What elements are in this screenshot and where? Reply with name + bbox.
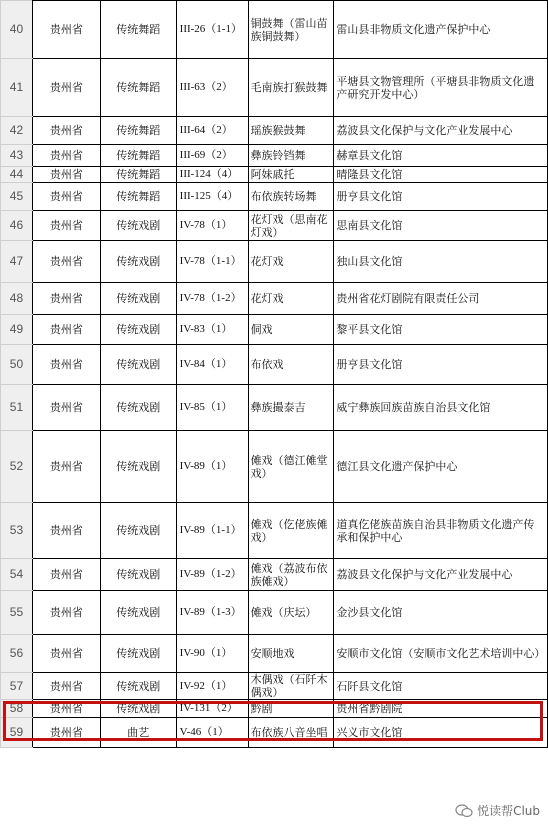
unit-cell: 思南县文化馆 <box>334 211 548 241</box>
unit-cell: 兴义市文化馆 <box>334 718 548 748</box>
table-row <box>1 183 548 211</box>
unit-cell: 荔波县文化保护与文化产业发展中心 <box>334 117 548 145</box>
table-row <box>1 283 548 315</box>
category-cell: 传统戏剧 <box>100 591 176 635</box>
table-row <box>1 559 548 591</box>
province-cell: 贵州省 <box>32 591 100 635</box>
code-cell: III-63（2） <box>176 59 248 117</box>
watermark <box>455 802 540 819</box>
code-cell: III-125（4） <box>176 183 248 211</box>
category-cell: 传统戏剧 <box>100 385 176 431</box>
province-cell: 贵州省 <box>32 559 100 591</box>
unit-cell: 安顺市文化馆（安顺市文化艺术培训中心） <box>334 635 548 673</box>
row-number-cell: 54 <box>1 559 33 591</box>
item-name-cell: 傩戏（荔波布依族傩戏） <box>248 559 334 591</box>
item-name-cell: 彝族撮泰吉 <box>248 385 334 431</box>
unit-cell: 荔波县文化保护与文化产业发展中心 <box>334 559 548 591</box>
code-cell: IV-131（2） <box>176 700 248 718</box>
row-number-cell: 44 <box>1 167 33 183</box>
code-cell: IV-78（1） <box>176 211 248 241</box>
code-cell: IV-89（1-1） <box>176 503 248 559</box>
category-cell: 传统戏剧 <box>100 700 176 718</box>
province-cell: 贵州省 <box>32 503 100 559</box>
table-row <box>1 1 548 59</box>
table-row <box>1 673 548 700</box>
row-number-cell: 59 <box>1 718 33 748</box>
province-cell: 贵州省 <box>32 718 100 748</box>
row-number-cell: 56 <box>1 635 33 673</box>
category-cell: 传统戏剧 <box>100 431 176 503</box>
code-cell: IV-92（1） <box>176 673 248 700</box>
item-name-cell: 铜鼓舞（雷山苗族铜鼓舞） <box>248 1 334 59</box>
code-cell: IV-89（1-3） <box>176 591 248 635</box>
table-row <box>1 503 548 559</box>
province-cell: 贵州省 <box>32 145 100 167</box>
province-cell: 贵州省 <box>32 1 100 59</box>
table-body <box>1 1 548 748</box>
unit-cell: 道真仡佬族苗族自治县非物质文化遗产传承和保护中心 <box>334 503 548 559</box>
row-number-cell: 48 <box>1 283 33 315</box>
code-cell: III-26（1-1） <box>176 1 248 59</box>
code-cell: IV-89（1） <box>176 431 248 503</box>
table-row <box>1 59 548 117</box>
unit-cell: 雷山县非物质文化遗产保护中心 <box>334 1 548 59</box>
row-number-cell: 46 <box>1 211 33 241</box>
category-cell: 传统戏剧 <box>100 345 176 385</box>
unit-cell: 威宁彝族回族苗族自治县文化馆 <box>334 385 548 431</box>
province-cell: 贵州省 <box>32 183 100 211</box>
wechat-icon <box>455 804 473 818</box>
item-name-cell: 阿妹戚托 <box>248 167 334 183</box>
category-cell: 传统舞蹈 <box>100 183 176 211</box>
category-cell: 传统戏剧 <box>100 635 176 673</box>
table-row <box>1 241 548 283</box>
table-row <box>1 167 548 183</box>
row-number-cell: 42 <box>1 117 33 145</box>
item-name-cell: 布依戏 <box>248 345 334 385</box>
code-cell: V-46（1） <box>176 718 248 748</box>
unit-cell: 石阡县文化馆 <box>334 673 548 700</box>
item-name-cell: 傩戏（德江傩堂戏） <box>248 431 334 503</box>
unit-cell: 平塘县文物管理所（平塘县非物质文化遗产研究开发中心） <box>334 59 548 117</box>
item-name-cell: 傩戏（仡佬族傩戏） <box>248 503 334 559</box>
province-cell: 贵州省 <box>32 700 100 718</box>
category-cell: 曲艺 <box>100 718 176 748</box>
table-row <box>1 315 548 345</box>
row-number-cell: 43 <box>1 145 33 167</box>
province-cell: 贵州省 <box>32 59 100 117</box>
item-name-cell: 木偶戏（石阡木偶戏） <box>248 673 334 700</box>
unit-cell: 黎平县文化馆 <box>334 315 548 345</box>
item-name-cell: 花灯戏 <box>248 283 334 315</box>
code-cell: IV-90（1） <box>176 635 248 673</box>
table-row <box>1 117 548 145</box>
unit-cell: 贵州省黔剧院 <box>334 700 548 718</box>
item-name-cell: 瑶族猴鼓舞 <box>248 117 334 145</box>
province-cell: 贵州省 <box>32 635 100 673</box>
row-number-cell: 51 <box>1 385 33 431</box>
code-cell: IV-89（1-2） <box>176 559 248 591</box>
province-cell: 贵州省 <box>32 673 100 700</box>
category-cell: 传统戏剧 <box>100 211 176 241</box>
province-cell: 贵州省 <box>32 315 100 345</box>
unit-cell: 册亨县文化馆 <box>334 183 548 211</box>
row-number-cell: 52 <box>1 431 33 503</box>
province-cell: 贵州省 <box>32 117 100 145</box>
table-row <box>1 211 548 241</box>
row-number-cell: 49 <box>1 315 33 345</box>
province-cell: 贵州省 <box>32 385 100 431</box>
code-cell: III-64（2） <box>176 117 248 145</box>
unit-cell: 赫章县文化馆 <box>334 145 548 167</box>
item-name-cell: 黔剧 <box>248 700 334 718</box>
table-row <box>1 145 548 167</box>
unit-cell: 贵州省花灯剧院有限责任公司 <box>334 283 548 315</box>
code-cell: IV-84（1） <box>176 345 248 385</box>
code-cell: IV-83（1） <box>176 315 248 345</box>
province-cell: 贵州省 <box>32 283 100 315</box>
unit-cell: 独山县文化馆 <box>334 241 548 283</box>
category-cell: 传统戏剧 <box>100 673 176 700</box>
table-row <box>1 591 548 635</box>
category-cell: 传统戏剧 <box>100 241 176 283</box>
category-cell: 传统戏剧 <box>100 283 176 315</box>
code-cell: IV-85（1） <box>176 385 248 431</box>
item-name-cell: 毛南族打猴鼓舞 <box>248 59 334 117</box>
table-row <box>1 635 548 673</box>
item-name-cell: 花灯戏 <box>248 241 334 283</box>
row-number-cell: 58 <box>1 700 33 718</box>
province-cell: 贵州省 <box>32 167 100 183</box>
province-cell: 贵州省 <box>32 431 100 503</box>
category-cell: 传统戏剧 <box>100 503 176 559</box>
table-row <box>1 718 548 748</box>
unit-cell: 册亨县文化馆 <box>334 345 548 385</box>
row-number-cell: 40 <box>1 1 33 59</box>
category-cell: 传统戏剧 <box>100 559 176 591</box>
row-number-cell: 45 <box>1 183 33 211</box>
unit-cell: 金沙县文化馆 <box>334 591 548 635</box>
category-cell: 传统舞蹈 <box>100 117 176 145</box>
code-cell: III-124（4） <box>176 167 248 183</box>
province-cell: 贵州省 <box>32 241 100 283</box>
category-cell: 传统舞蹈 <box>100 145 176 167</box>
row-number-cell: 55 <box>1 591 33 635</box>
row-number-cell: 53 <box>1 503 33 559</box>
item-name-cell: 彝族铃铛舞 <box>248 145 334 167</box>
item-name-cell: 傩戏（庆坛） <box>248 591 334 635</box>
table-row <box>1 431 548 503</box>
row-number-cell: 47 <box>1 241 33 283</box>
code-cell: IV-78（1-2） <box>176 283 248 315</box>
watermark-text: 悦读帮Club <box>477 804 540 818</box>
province-cell: 贵州省 <box>32 211 100 241</box>
item-name-cell: 布依族八音坐唱 <box>248 718 334 748</box>
row-number-cell: 50 <box>1 345 33 385</box>
code-cell: IV-78（1-1） <box>176 241 248 283</box>
item-name-cell: 安顺地戏 <box>248 635 334 673</box>
table-row <box>1 700 548 718</box>
unit-cell: 德江县文化遗产保护中心 <box>334 431 548 503</box>
unit-cell: 晴隆县文化馆 <box>334 167 548 183</box>
item-name-cell: 布依族转场舞 <box>248 183 334 211</box>
category-cell: 传统戏剧 <box>100 315 176 345</box>
code-cell: III-69（2） <box>176 145 248 167</box>
row-number-cell: 41 <box>1 59 33 117</box>
table-row <box>1 385 548 431</box>
category-cell: 传统舞蹈 <box>100 59 176 117</box>
row-number-cell: 57 <box>1 673 33 700</box>
table-row <box>1 345 548 385</box>
category-cell: 传统舞蹈 <box>100 167 176 183</box>
item-name-cell: 花灯戏（思南花灯戏） <box>248 211 334 241</box>
category-cell: 传统舞蹈 <box>100 1 176 59</box>
province-cell: 贵州省 <box>32 345 100 385</box>
item-name-cell: 侗戏 <box>248 315 334 345</box>
